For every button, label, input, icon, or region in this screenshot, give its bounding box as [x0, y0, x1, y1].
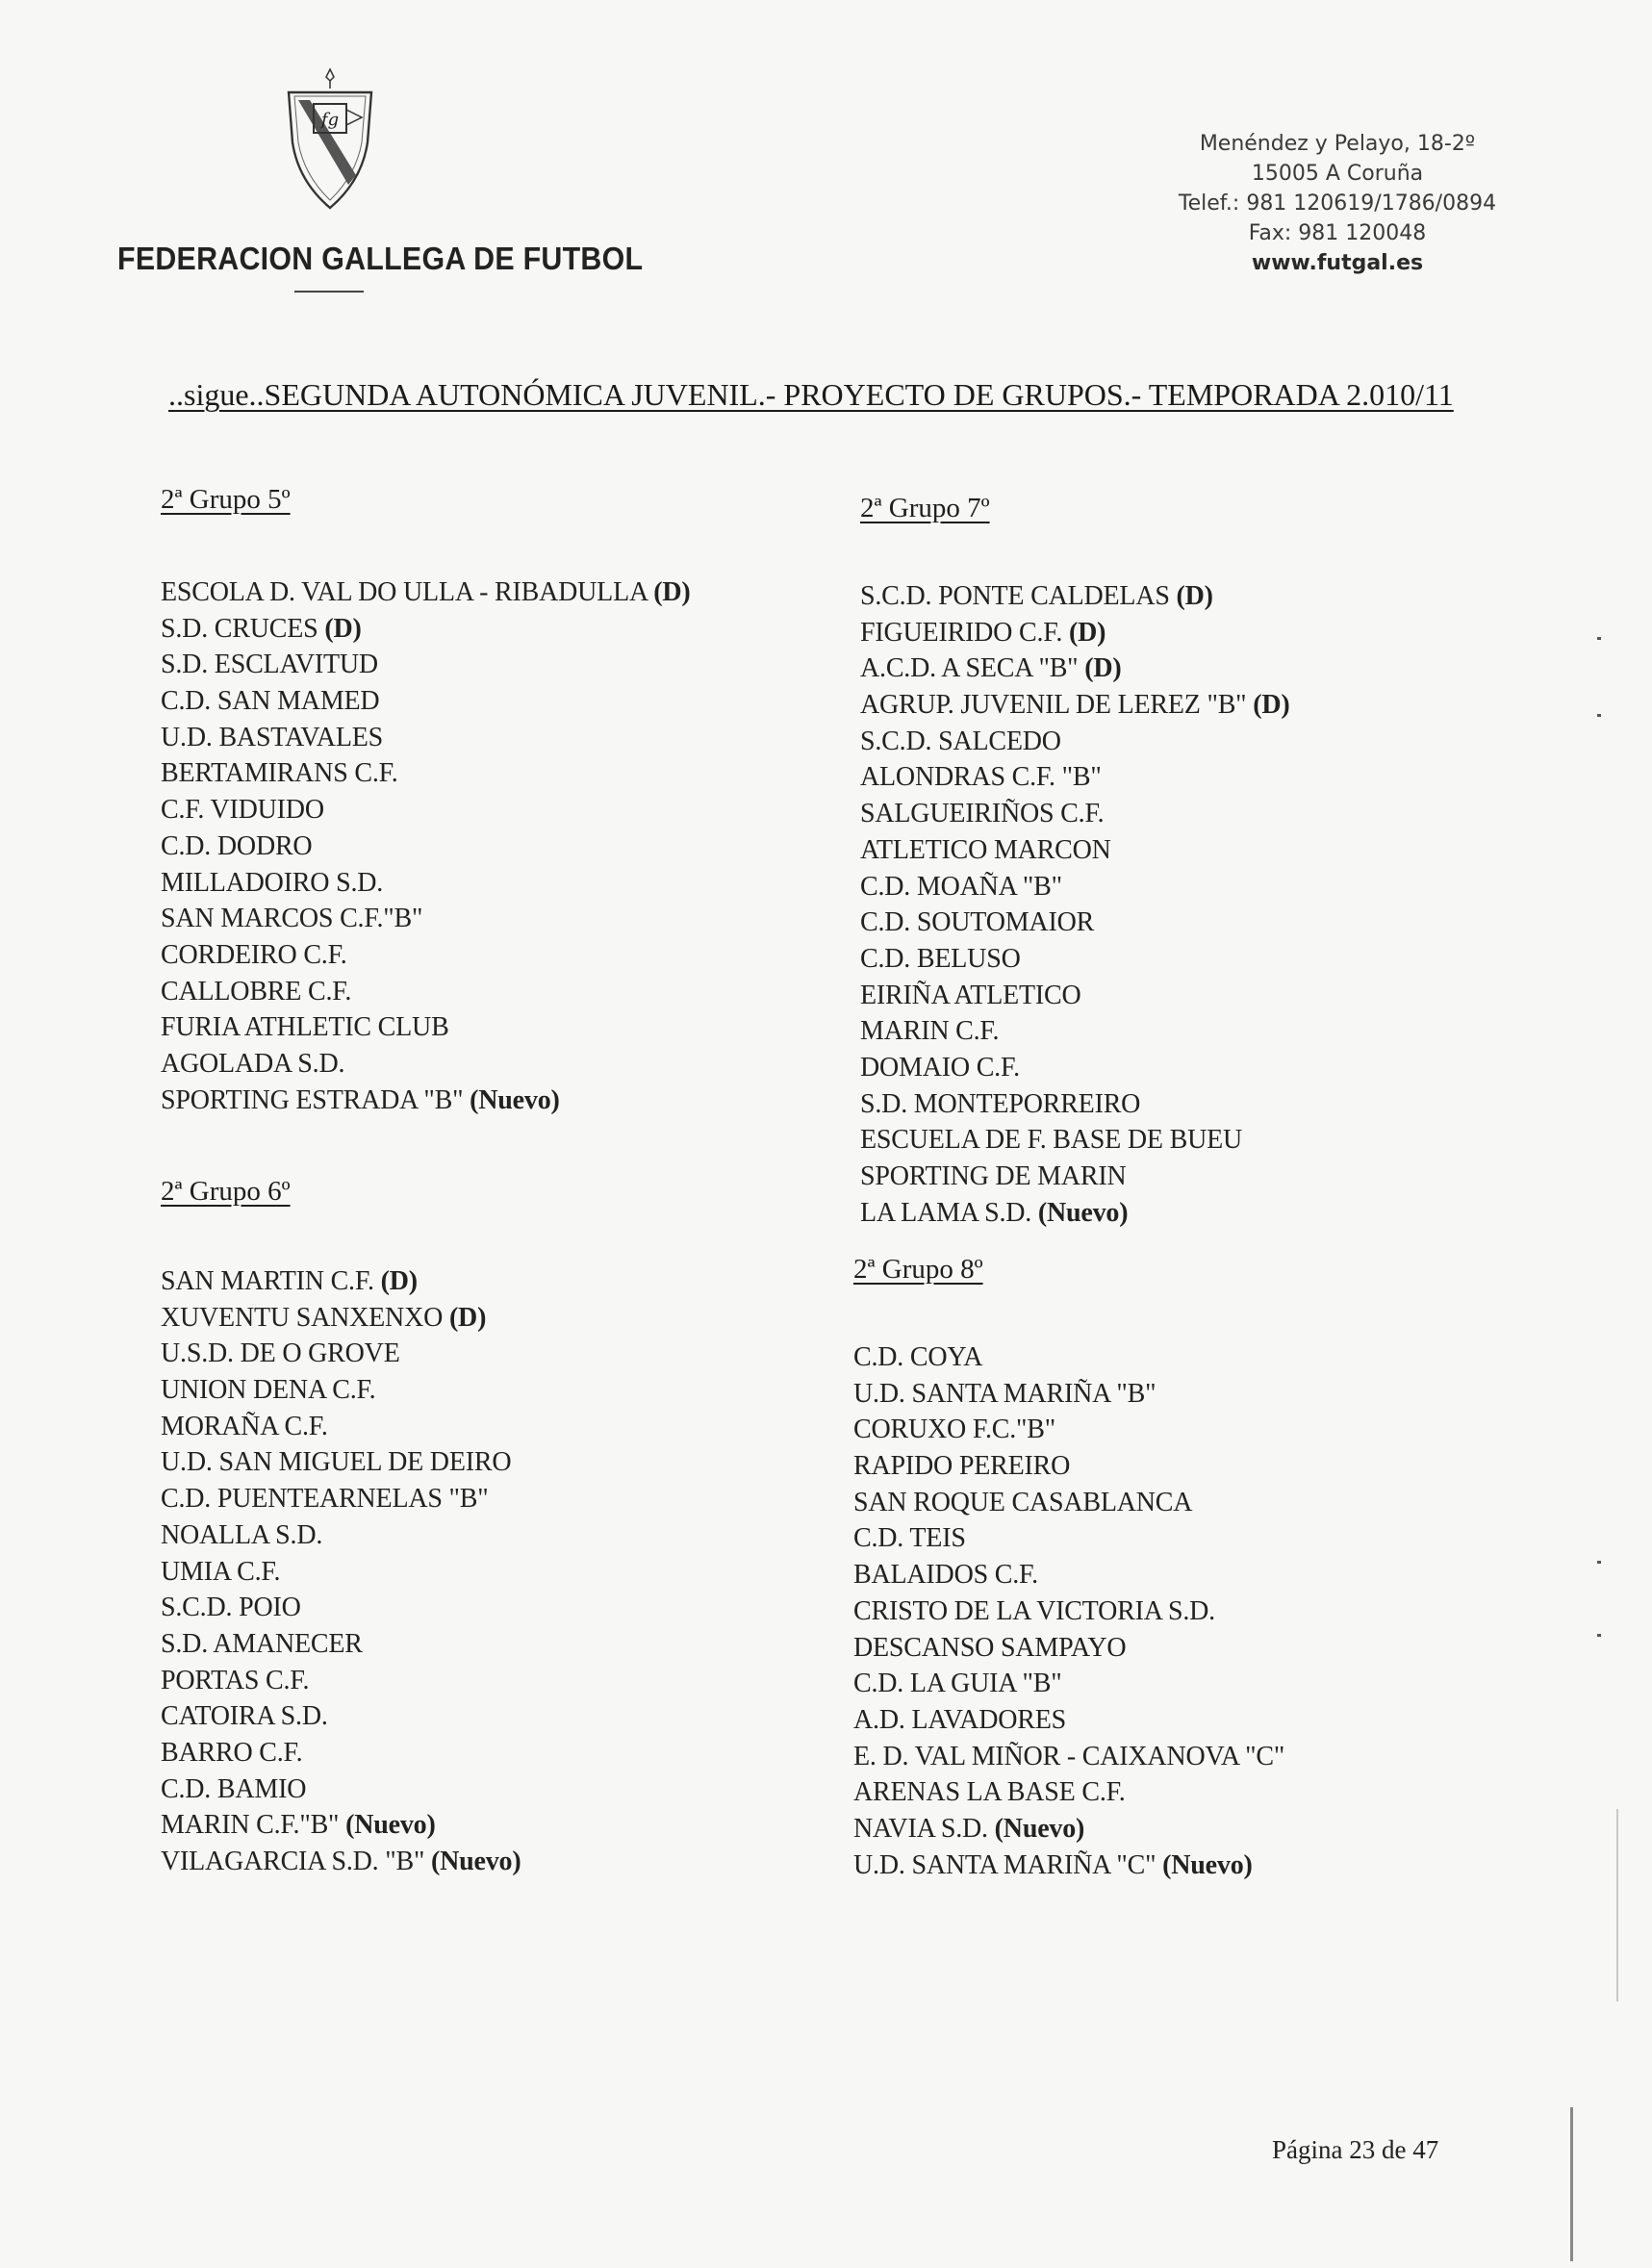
team-name: CATOIRA S.D. [161, 1701, 328, 1732]
team-entry [161, 1009, 691, 1046]
team-entry [161, 647, 691, 683]
team-entry [860, 1159, 1290, 1195]
team-name: UNION DENA C.F. [161, 1375, 376, 1406]
team-entry [161, 1771, 521, 1808]
team-entry [161, 937, 691, 974]
team-entry [853, 1593, 1284, 1630]
team-name: S.D. MONTEPORREIRO [860, 1088, 1141, 1119]
team-list [161, 574, 691, 1118]
team-name: ALONDRAS C.F. "B" [860, 762, 1102, 793]
team-name: S.D. AMANECER [161, 1628, 363, 1659]
team-entry [860, 905, 1290, 941]
team-name: ESCOLA D. VAL DO ULLA - RIBADULLA [161, 577, 648, 607]
document-title: ..sigue..SEGUNDA AUTONÓMICA JUVENIL.- PROYECTO DE GRUPOS.- TEMPORADA 2.010/11 [168, 377, 1454, 412]
team-entry [161, 1807, 521, 1844]
team-name: A.D. LAVADORES [853, 1704, 1066, 1735]
team-name: U.D. SANTA MARIÑA "C" [853, 1849, 1156, 1880]
team-name: UMIA C.F. [161, 1556, 281, 1587]
team-entry [860, 724, 1290, 760]
team-status-tag: (Nuevo) [345, 1810, 436, 1841]
team-entry [161, 792, 691, 828]
team-entry [860, 1013, 1290, 1050]
scan-edge-line [1616, 1809, 1618, 2001]
team-list [860, 578, 1290, 1231]
team-name: AGOLADA S.D. [161, 1048, 345, 1079]
team-entry [161, 720, 691, 756]
team-name: ATLETICO MARCON [860, 834, 1111, 865]
team-name: RAPIDO PEREIRO [853, 1451, 1071, 1482]
team-entry [853, 1339, 1284, 1376]
fax-line: Fax: 981 120048 [1248, 221, 1427, 245]
team-name: CRISTO DE LA VICTORIA S.D. [853, 1595, 1215, 1626]
team-name: BARRO C.F. [161, 1737, 303, 1768]
scan-speck [1597, 637, 1601, 640]
team-name: MARIN C.F."B" [161, 1810, 340, 1841]
team-name: S.D. CRUCES [161, 613, 318, 644]
team-name: CALLOBRE C.F. [161, 976, 352, 1007]
team-name: E. D. VAL MIÑOR - CAIXANOVA "C" [853, 1741, 1285, 1771]
team-entry [161, 574, 691, 611]
team-entry [860, 1050, 1290, 1086]
group-heading: 2ª Grupo 5º [161, 484, 291, 515]
team-name: C.D. MOAÑA "B" [860, 871, 1062, 902]
team-entry [860, 759, 1290, 796]
team-entry [860, 796, 1290, 832]
team-list [853, 1339, 1284, 1883]
team-entry [853, 1739, 1284, 1775]
team-entry [161, 828, 691, 865]
team-entry [860, 1195, 1290, 1232]
organization-name: FEDERACION GALLEGA DE FUTBOL [117, 241, 644, 276]
team-entry [161, 1517, 521, 1554]
team-name: NAVIA S.D. [853, 1813, 988, 1844]
team-status-tag: (Nuevo) [470, 1084, 560, 1115]
team-name: C.D. COYA [853, 1342, 983, 1372]
team-entry [161, 755, 691, 792]
team-name: FURIA ATHLETIC CLUB [161, 1012, 449, 1043]
team-entry [161, 1663, 521, 1699]
team-entry [161, 1554, 521, 1591]
team-name: XUVENTU SANXENXO [161, 1302, 444, 1333]
group-6 [161, 1176, 521, 1880]
team-status-tag: (Nuevo) [994, 1813, 1085, 1844]
website-link[interactable]: www.futgal.es [1251, 251, 1424, 275]
team-entry [161, 865, 691, 902]
team-name: ARENAS LA BASE C.F. [853, 1777, 1126, 1808]
team-status-tag: (D) [1084, 653, 1122, 684]
scan-speck [1597, 1634, 1601, 1637]
group-heading: 2ª Grupo 7º [860, 493, 990, 523]
team-name: U.D. SANTA MARIÑA "B" [853, 1378, 1156, 1409]
team-name: SAN ROQUE CASABLANCA [853, 1487, 1193, 1517]
team-name: SAN MARCOS C.F."B" [161, 904, 423, 934]
team-name: C.D. SAN MAMED [161, 686, 380, 717]
team-entry [161, 1590, 521, 1626]
team-status-tag: (Nuevo) [431, 1847, 521, 1876]
team-name: SPORTING ESTRADA "B" [161, 1084, 464, 1115]
team-entry [853, 1848, 1284, 1884]
team-name: VILAGARCIA S.D. "B" [161, 1847, 425, 1876]
contact-block [1169, 129, 1506, 278]
team-entry [161, 611, 691, 648]
team-entry [853, 1702, 1284, 1739]
team-entry [161, 1372, 521, 1409]
team-status-tag: (D) [448, 1302, 487, 1333]
team-name: S.C.D. POIO [161, 1593, 301, 1623]
team-name: C.F. VIDUIDO [161, 795, 324, 826]
team-entry [853, 1774, 1284, 1811]
team-name: DOMAIO C.F. [860, 1052, 1020, 1083]
team-name: AGRUP. JUVENIL DE LEREZ "B" [860, 690, 1247, 721]
team-entry [161, 1698, 521, 1735]
team-entry [860, 869, 1290, 905]
page-number: Página 23 de 47 [1272, 2135, 1439, 2164]
team-name: SAN MARTIN C.F. [161, 1266, 374, 1296]
team-entry [860, 615, 1290, 651]
team-name: MILLADOIRO S.D. [161, 867, 384, 898]
phone-line: Telef.: 981 120619/1786/0894 [1178, 191, 1497, 216]
team-name: U.S.D. DE O GROVE [161, 1338, 400, 1369]
team-name: S.C.D. SALCEDO [860, 726, 1061, 756]
team-name: C.D. BELUSO [860, 943, 1021, 974]
group-7 [860, 493, 1290, 1231]
team-entry [860, 1086, 1290, 1123]
group-5 [161, 484, 691, 1118]
scan-edge-line [1570, 2107, 1573, 2261]
scan-speck [1597, 1561, 1601, 1564]
team-name: C.D. PUENTEARNELAS "B" [161, 1484, 489, 1515]
team-entry [161, 1735, 521, 1771]
team-name: U.D. SAN MIGUEL DE DEIRO [161, 1447, 512, 1478]
team-entry [853, 1376, 1284, 1413]
city-line: 15005 A Coruña [1251, 162, 1424, 186]
team-entry [860, 832, 1290, 869]
team-name: CORDEIRO C.F. [161, 939, 347, 970]
team-name: DESCANSO SAMPAYO [853, 1632, 1127, 1663]
team-status-tag: (Nuevo) [1037, 1197, 1129, 1228]
team-entry [161, 1626, 521, 1663]
team-entry [860, 578, 1290, 615]
organization-divider [294, 291, 364, 293]
team-name: S.C.D. PONTE CALDELAS [860, 581, 1170, 611]
team-name: FIGUEIRIDO C.F. [860, 617, 1063, 648]
team-name: S.D. ESCLAVITUD [161, 650, 378, 680]
team-entry [853, 1448, 1284, 1485]
team-entry [161, 1046, 691, 1083]
group-heading: 2ª Grupo 6º [161, 1176, 291, 1207]
team-entry [161, 1409, 521, 1445]
team-entry [860, 650, 1290, 687]
address-line: Menéndez y Pelayo, 18-2º [1199, 132, 1476, 156]
team-name: EIRIÑA ATLETICO [860, 980, 1081, 1010]
team-entry [853, 1412, 1284, 1448]
team-status-tag: (D) [1176, 581, 1213, 611]
team-entry [161, 1844, 521, 1880]
team-name: C.D. DODRO [161, 830, 313, 861]
team-name: LA LAMA S.D. [860, 1197, 1032, 1228]
team-entry [860, 978, 1290, 1014]
team-entry [853, 1557, 1284, 1593]
team-name: A.C.D. A SECA "B" [860, 653, 1079, 684]
team-status-tag: (D) [324, 613, 362, 644]
team-name: C.D. TEIS [853, 1523, 966, 1554]
team-name: MORAÑA C.F. [161, 1411, 328, 1441]
team-status-tag: (D) [1069, 617, 1106, 648]
team-name: BALAIDOS C.F. [853, 1560, 1038, 1591]
team-entry [161, 1444, 521, 1481]
team-name: C.D. BAMIO [161, 1773, 307, 1804]
team-entry [161, 1336, 521, 1372]
team-name: SALGUEIRIÑOS C.F. [860, 799, 1105, 829]
team-name: CORUXO F.C."B" [853, 1414, 1055, 1445]
team-name: ESCUELA DE F. BASE DE BUEU [860, 1125, 1243, 1156]
team-entry [853, 1485, 1284, 1521]
team-name: PORTAS C.F. [161, 1665, 310, 1695]
team-name: SPORTING DE MARIN [860, 1161, 1127, 1191]
team-name: BERTAMIRANS C.F. [161, 758, 398, 789]
team-entry [860, 687, 1290, 724]
group-heading: 2ª Grupo 8º [853, 1254, 983, 1285]
team-entry [853, 1520, 1284, 1557]
team-entry [161, 1083, 691, 1119]
team-status-tag: (D) [653, 577, 691, 607]
group-8 [853, 1254, 1284, 1883]
federation-crest-icon [285, 67, 375, 212]
team-name: NOALLA S.D. [161, 1519, 323, 1550]
team-status-tag: (D) [1253, 690, 1290, 721]
team-name: U.D. BASTAVALES [161, 722, 383, 752]
team-entry [161, 974, 691, 1010]
team-entry [860, 1122, 1290, 1159]
team-entry [161, 1300, 521, 1337]
svg-text:fg: fg [320, 110, 340, 130]
team-list [161, 1263, 521, 1880]
scan-speck [1597, 714, 1601, 717]
team-status-tag: (Nuevo) [1162, 1849, 1253, 1880]
team-entry [853, 1811, 1284, 1848]
team-entry [860, 941, 1290, 978]
team-name: MARIN C.F. [860, 1016, 1000, 1047]
team-name: C.D. SOUTOMAIOR [860, 907, 1095, 938]
team-entry [161, 1481, 521, 1517]
team-entry [853, 1630, 1284, 1667]
team-entry [161, 1263, 521, 1300]
team-name: C.D. LA GUIA "B" [853, 1669, 1062, 1699]
team-status-tag: (D) [380, 1266, 418, 1296]
team-entry [161, 901, 691, 937]
team-entry [161, 683, 691, 720]
team-entry [853, 1666, 1284, 1702]
